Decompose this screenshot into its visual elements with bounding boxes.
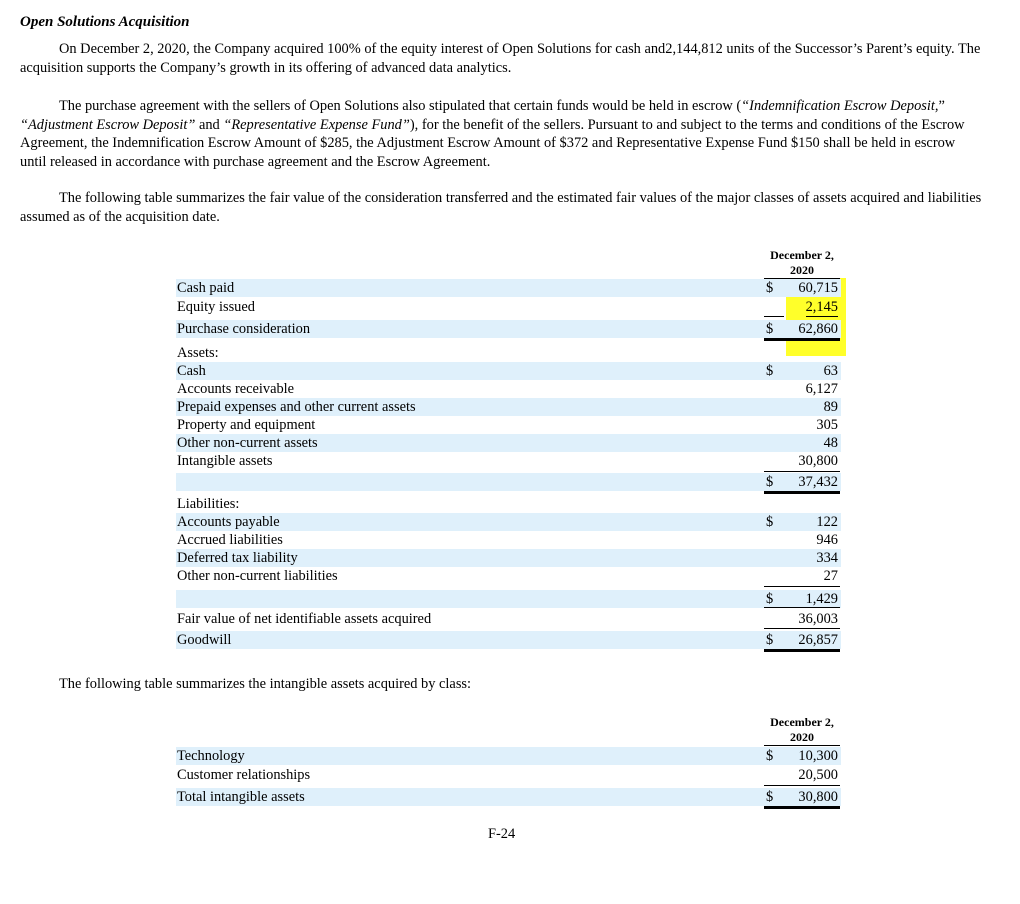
table-row <box>176 567 841 585</box>
page-number: F-24 <box>488 826 516 842</box>
dollar-sign: $ <box>766 748 774 764</box>
row-value: 89 <box>823 399 838 415</box>
row-label: Goodwill <box>177 632 232 648</box>
dollar-sign: $ <box>766 632 774 648</box>
row-value: 63 <box>823 363 838 379</box>
table-row <box>176 416 841 434</box>
table-row <box>176 495 841 513</box>
dollar-sign: $ <box>766 321 774 337</box>
dollar-sign: $ <box>766 280 774 296</box>
table-row <box>176 320 841 338</box>
section-label-liabilities: Liabilities: <box>177 496 240 512</box>
subtotal-rule <box>764 586 840 587</box>
table2-header <box>762 715 842 745</box>
row-label: Prepaid expenses and other current assets <box>177 399 416 415</box>
subtotal-rule <box>764 785 840 786</box>
table2-header-rule <box>764 745 840 746</box>
section-label-assets: Assets: <box>177 345 219 361</box>
table-row <box>176 513 841 531</box>
table1-header-line1: December 2, <box>770 248 834 262</box>
row-value: 48 <box>823 435 838 451</box>
table-row <box>176 590 841 608</box>
table-row <box>176 279 841 297</box>
row-value: 10,300 <box>798 748 838 764</box>
row-label: Technology <box>177 748 245 764</box>
assets-total-value: 37,432 <box>798 474 838 490</box>
row-label: Total intangible assets <box>177 789 305 805</box>
row-label: Other non-current liabilities <box>177 568 338 584</box>
table2-header-line1: December 2, <box>770 715 834 729</box>
table-row <box>176 380 841 398</box>
paragraph-table-intro: The following table summarizes the fair value of the consideration transferred and the estimated fair values of the major classes of assets acquired and liabilities assumed as of the acquisition date. <box>20 190 982 225</box>
dollar-sign: $ <box>766 514 774 530</box>
row-label: Property and equipment <box>177 417 316 433</box>
table-row <box>176 473 841 491</box>
row-label: Purchase consideration <box>177 321 311 337</box>
table1-header-line2: 2020 <box>790 263 814 277</box>
escrow-text-a: The purchase agreement with the sellers of Open Solutions also stipulated that certain funds would be held in escrow ( <box>59 98 742 114</box>
row-label: Deferred tax liability <box>177 550 298 566</box>
table-row <box>176 298 841 316</box>
row-value: 30,800 <box>798 789 838 805</box>
row-value: 334 <box>816 550 838 566</box>
row-label: Accounts payable <box>177 514 280 530</box>
dollar-sign: $ <box>766 363 774 379</box>
goodwill-value: 26,857 <box>798 632 838 648</box>
table-row <box>176 610 841 628</box>
row-value: 30,800 <box>798 453 838 469</box>
row-value: 36,003 <box>798 611 838 627</box>
dollar-sign: $ <box>766 591 774 607</box>
table-row <box>176 362 841 380</box>
row-value: 27 <box>823 568 838 584</box>
escrow-text-c: and <box>195 116 224 133</box>
table-row <box>176 549 841 567</box>
liabilities-total-value: 1,429 <box>805 591 838 607</box>
table-row <box>176 434 841 452</box>
escrow-text-b: ” <box>938 98 945 114</box>
row-value: 62,860 <box>798 321 838 337</box>
row-label: Other non-current assets <box>177 435 318 451</box>
row-label: Accrued liabilities <box>177 532 283 548</box>
row-value: 946 <box>816 532 838 548</box>
total-rule <box>764 607 840 608</box>
row-value: 20,500 <box>798 767 838 783</box>
row-value: 305 <box>816 417 838 433</box>
subtotal-rule <box>764 471 840 472</box>
section-title: Open Solutions Acquisition <box>20 14 190 30</box>
row-value: 6,127 <box>805 381 838 397</box>
row-label: Accounts receivable <box>177 381 295 397</box>
escrow-term-indemnification: “Indemnification Escrow Deposit, <box>741 98 939 114</box>
row-label: Intangible assets <box>177 453 273 469</box>
subtotal-rule <box>764 316 784 317</box>
dollar-sign: $ <box>766 474 774 490</box>
dollar-sign: $ <box>766 789 774 805</box>
table1-header <box>762 248 842 278</box>
escrow-term-adjustment: “Adjustment Escrow Deposit” <box>20 116 196 133</box>
subtotal-rule <box>764 628 840 629</box>
table-row <box>176 531 841 549</box>
row-label: Customer relationships <box>177 767 311 783</box>
total-rule <box>764 806 840 809</box>
table-row <box>176 788 841 806</box>
row-label: Cash paid <box>177 280 235 296</box>
table-row <box>176 766 841 784</box>
row-label: Cash <box>177 363 206 379</box>
escrow-term-representative: “Representative Expense Fund” <box>223 116 410 133</box>
paragraph-acquisition: On December 2, 2020, the Company acquired 100% of the equity interest of Open Solutions for cash and2,144,812 units of the Successor’s Parent’s equity. The acquisition supports the Company’s growth in its offering of advanced data analytics. <box>20 41 981 76</box>
row-label: Equity issued <box>177 299 255 315</box>
row-value: 60,715 <box>798 280 838 296</box>
total-rule <box>764 491 840 494</box>
row-value: 2,145 <box>805 299 838 315</box>
paragraph-escrow <box>20 97 985 171</box>
table-row <box>176 631 841 649</box>
table-row <box>176 747 841 765</box>
total-rule <box>764 338 840 341</box>
table2-header-line2: 2020 <box>790 730 814 744</box>
table-row <box>176 344 841 362</box>
table-row <box>176 452 841 470</box>
total-rule <box>764 649 840 652</box>
paragraph-intangibles-intro: The following table summarizes the intangible assets acquired by class: <box>59 676 472 692</box>
row-value: 122 <box>816 514 838 530</box>
row-label: Fair value of net identifiable assets acquired <box>177 611 432 627</box>
table-row <box>176 398 841 416</box>
escrow-text-d: ), for the benefit of the sellers. Pursuant to and subject to the terms and conditions of the Escrow Agreement, the Indemnification Escrow Amount of $285, the Adjustment Escrow Amount of $372 and Representative Expense Fund $150 shall be held in escrow until released in accordance with purchase agreement and the Escrow Agreement. <box>20 116 965 170</box>
